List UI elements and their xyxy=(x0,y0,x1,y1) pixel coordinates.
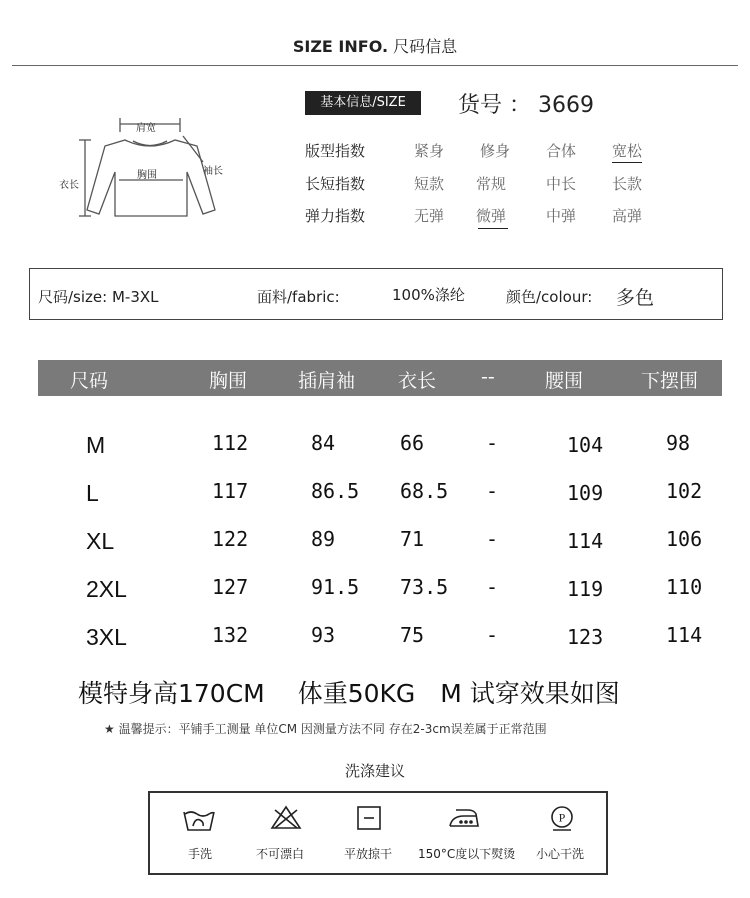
shoulder-label: 肩宽 xyxy=(136,123,156,134)
fit-selected-underline xyxy=(612,162,642,163)
dry-clean-label: 小心干洗 xyxy=(536,847,585,861)
title-cn: 尺码信息 xyxy=(393,37,458,56)
header-divider xyxy=(12,65,738,66)
length-label: 衣长 xyxy=(59,180,79,191)
row-waist: 123 xyxy=(567,625,604,649)
iron-icon xyxy=(446,804,482,836)
row-sleeve: 93 xyxy=(311,623,336,647)
length-option-long: 长款 xyxy=(612,175,643,193)
row-blank: - xyxy=(486,431,499,455)
iron-label: 150°C度以下熨烫 xyxy=(418,847,516,861)
fit-option-tight: 紧身 xyxy=(414,142,445,160)
dry-flat-label: 平放掠干 xyxy=(344,847,393,861)
measurement-tip: ★ 温馨提示：平铺手工测量 单位CM 因测量方法不同 存在2-3cm误差属于正常范围 xyxy=(104,722,547,736)
stretch-selected-underline xyxy=(478,228,508,229)
row-hem: 98 xyxy=(666,431,691,455)
row-sleeve: 86.5 xyxy=(311,479,360,503)
stretch-option-high: 高弹 xyxy=(612,207,643,225)
length-option-regular: 常规 xyxy=(476,175,507,193)
basic-info-tag: 基本信息/SIZE xyxy=(305,91,421,115)
sleeve-label: 袖长 xyxy=(203,166,223,177)
row-chest: 112 xyxy=(212,431,249,455)
col-length: 衣长 xyxy=(398,370,437,392)
row-chest: 122 xyxy=(212,527,249,551)
sku-label: 货号 ： xyxy=(458,93,531,118)
row-hem: 110 xyxy=(666,575,703,599)
col-hem: 下摆围 xyxy=(641,370,699,392)
length-option-short: 短款 xyxy=(414,175,445,193)
col-chest: 胸围 xyxy=(209,370,248,392)
row-waist: 109 xyxy=(567,481,604,505)
row-length: 75 xyxy=(400,623,425,647)
no-bleach-label: 不可漂白 xyxy=(256,847,305,861)
fabric-label: 面料/fabric: xyxy=(257,288,340,306)
fabric-value: 100%涤纶 xyxy=(392,286,465,304)
hand-wash-icon xyxy=(182,804,216,838)
colour-label: 颜色/colour: xyxy=(506,288,593,306)
row-size: M xyxy=(86,432,106,458)
row-length: 71 xyxy=(400,527,425,551)
col-raglan-sleeve: 插肩袖 xyxy=(298,370,356,392)
row-sleeve: 91.5 xyxy=(311,575,360,599)
row-hem: 106 xyxy=(666,527,703,551)
row-hem: 114 xyxy=(666,623,703,647)
row-waist: 119 xyxy=(567,577,604,601)
no-bleach-icon xyxy=(270,804,302,836)
length-index-label: 长短指数 xyxy=(305,175,366,193)
sku-value: 3669 xyxy=(538,93,594,118)
row-size: L xyxy=(86,480,99,506)
row-size: 2XL xyxy=(86,576,127,602)
fit-option-loose: 宽松 xyxy=(612,142,643,160)
row-sleeve: 89 xyxy=(311,527,336,551)
chest-label: 胸围 xyxy=(137,170,157,181)
dry-flat-icon xyxy=(356,804,382,836)
hand-wash-label: 手洗 xyxy=(188,847,213,861)
row-hem: 102 xyxy=(666,479,703,503)
page-title xyxy=(0,34,750,57)
row-chest: 117 xyxy=(212,479,249,503)
row-length: 68.5 xyxy=(400,479,449,503)
fit-option-slim: 修身 xyxy=(480,142,511,160)
row-waist: 114 xyxy=(567,529,604,553)
length-option-mid: 中长 xyxy=(546,175,577,193)
row-sleeve: 84 xyxy=(311,431,336,455)
col-size: 尺码 xyxy=(70,370,109,392)
row-blank: - xyxy=(486,527,499,551)
stretch-option-none: 无弹 xyxy=(414,207,445,225)
sku-line xyxy=(458,88,594,119)
row-blank: - xyxy=(486,623,499,647)
col-blank: -- xyxy=(481,366,495,388)
row-waist: 104 xyxy=(567,433,604,457)
size-table-header xyxy=(38,360,722,396)
row-size: 3XL xyxy=(86,624,127,650)
fit-index-label: 版型指数 xyxy=(305,142,366,160)
wash-title: 洗涤建议 xyxy=(344,762,405,780)
title-en: SIZE INFO. xyxy=(292,37,389,56)
row-blank: - xyxy=(486,575,499,599)
row-size: XL xyxy=(86,528,115,554)
row-chest: 127 xyxy=(212,575,249,599)
fit-option-regular: 合体 xyxy=(546,142,577,160)
stretch-option-medium: 中弹 xyxy=(546,207,577,225)
stretch-index-label: 弹力指数 xyxy=(305,207,366,225)
colour-value: 多色 xyxy=(616,287,655,309)
stretch-option-slight: 微弹 xyxy=(476,207,507,225)
svg-text:P: P xyxy=(558,810,566,825)
size-range: 尺码/size: M-3XL xyxy=(38,288,159,306)
garment-diagram xyxy=(55,110,245,230)
row-length: 73.5 xyxy=(400,575,449,599)
col-waist: 腰围 xyxy=(545,370,584,392)
row-length: 66 xyxy=(400,431,425,455)
dry-clean-icon xyxy=(548,804,576,836)
row-blank: - xyxy=(486,479,499,503)
row-chest: 132 xyxy=(212,623,249,647)
model-info: 模特身高170CM 体重50KG M 试穿效果如图 xyxy=(78,679,620,708)
